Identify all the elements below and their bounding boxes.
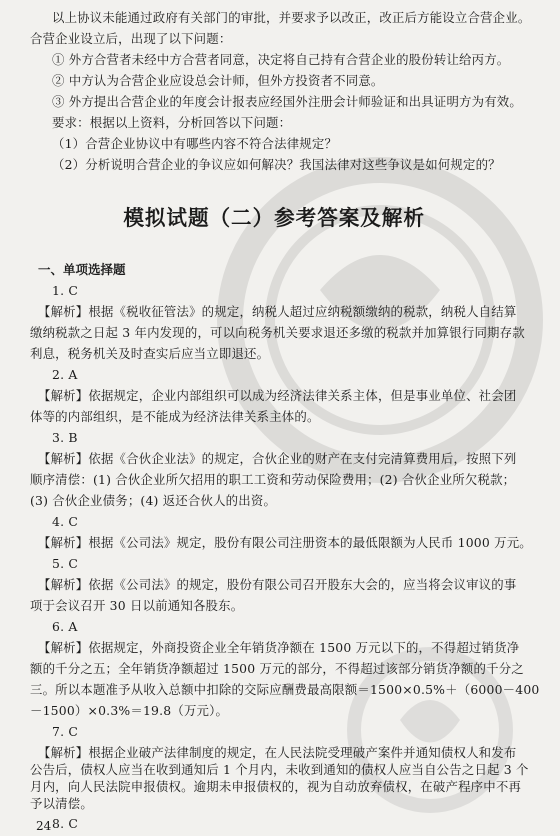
explanation-line: 【解析】依据《合伙企业法》的规定，合伙企业的财产在支付完清算费用后，按照下列: [38, 451, 517, 466]
explanation-line: 体等的内部组织，是不能成为经济法律关系主体的。: [30, 409, 320, 424]
requirement-label: 要求：根据以上资料，分析回答以下问题：: [52, 115, 292, 130]
explanation-line: 利息，税务机关及时查实后应当立即退还。: [30, 346, 270, 361]
question-item: （1）合营企业协议中有哪些内容不符合法律规定？: [52, 136, 338, 151]
issue-item: ② 中方认为合营企业应设总会计师，但外方投资者不同意。: [52, 73, 384, 88]
explanation-line: －1500）×0.3%＝19.8（万元）。: [30, 703, 229, 718]
explanation-line: 【解析】依据规定，企业内部组织可以成为经济法律关系主体，但是事业单位、社会团: [38, 388, 517, 403]
explanation-line: (3) 合伙企业债务；(4) 返还合伙人的出资。: [30, 493, 277, 508]
explanation-line: 顺序清偿：(1) 合伙企业所欠招用的职工工资和劳动保险费用；(2) 合伙企业所欠税款；: [30, 472, 516, 487]
answer-number: 3. B: [52, 430, 78, 445]
explanation-line: 【解析】根据《税收征管法》的规定，纳税人超过应纳税额缴纳的税款，纳税人自结算: [38, 304, 517, 319]
explanation-line: 额的千分之五；全年销货净额超过 1500 万元的部分，不得超过该部分销货净额的千分之: [30, 661, 524, 676]
explanation-line: 公告后，债权人应当在收到通知后 1 个月内，未收到通知的债权人应当自公告之日起 3 个: [30, 762, 529, 777]
answer-number: 4. C: [52, 514, 79, 529]
intro-line: 合营企业设立后，出现了以下问题：: [30, 31, 232, 46]
issue-item: ③ 外方提出合营企业的年度会计报表应经国外注册会计师验证和出具证明方为有效。: [52, 94, 522, 109]
answer-number: 1. C: [52, 283, 79, 298]
page-title: 模拟试题（二）参考答案及解析: [123, 206, 425, 230]
section-heading: 一、单项选择题: [38, 262, 126, 277]
explanation-line: 【解析】根据企业破产法律制度的规定，在人民法院受理破产案件并通知债权人和发布: [38, 745, 517, 760]
explanation-line: 【解析】依据规定，外商投资企业全年销货净额在 1500 万元以下的，不得超过销货净: [38, 640, 520, 655]
explanation-line: 【解析】依据《公司法》的规定，股份有限公司召开股东大会的，应当将会议审议的事: [38, 577, 517, 592]
answer-number: 5. C: [52, 556, 79, 571]
explanation-line: 缴纳税款之日起 3 年内发现的，可以向税务机关要求退还多缴的税款并加算银行同期存款: [30, 325, 525, 340]
explanation-line: 予以清偿。: [30, 796, 93, 811]
intro-line: 以上协议未能通过政府有关部门的审批，并要求予以改正，改正后方能设立合营企业。: [52, 10, 531, 25]
answer-number: 7. C: [52, 724, 79, 739]
answer-number: 6. A: [52, 619, 78, 634]
question-item: （2）分析说明合营企业的争议应如何解决？我国法律对这些争议是如何规定的？: [52, 157, 501, 172]
answer-number: 2. A: [52, 367, 78, 382]
watermark-logo: [200, 140, 560, 500]
explanation-line: 三。所以本题准予从收入总额中扣除的交际应酬费最高限额＝1500×0.5%＋（6000－400: [30, 682, 540, 697]
issue-item: ① 外方合营者未经中方合营者同意，决定将自己持有合营企业的股份转让给丙方。: [52, 52, 510, 67]
answer-number: 8. C: [52, 816, 79, 831]
explanation-line: 【解析】根据《公司法》规定，股份有限公司注册资本的最低限额为人民币 1000 万元。: [38, 535, 532, 550]
explanation-line: 月内，向人民法院申报债权。逾期未申报债权的，视为自动放弃债权，在破产程序中不再: [30, 779, 522, 794]
page-number: 24: [36, 819, 52, 833]
explanation-line: 项于会议召开 30 日以前通知各股东。: [30, 598, 244, 613]
